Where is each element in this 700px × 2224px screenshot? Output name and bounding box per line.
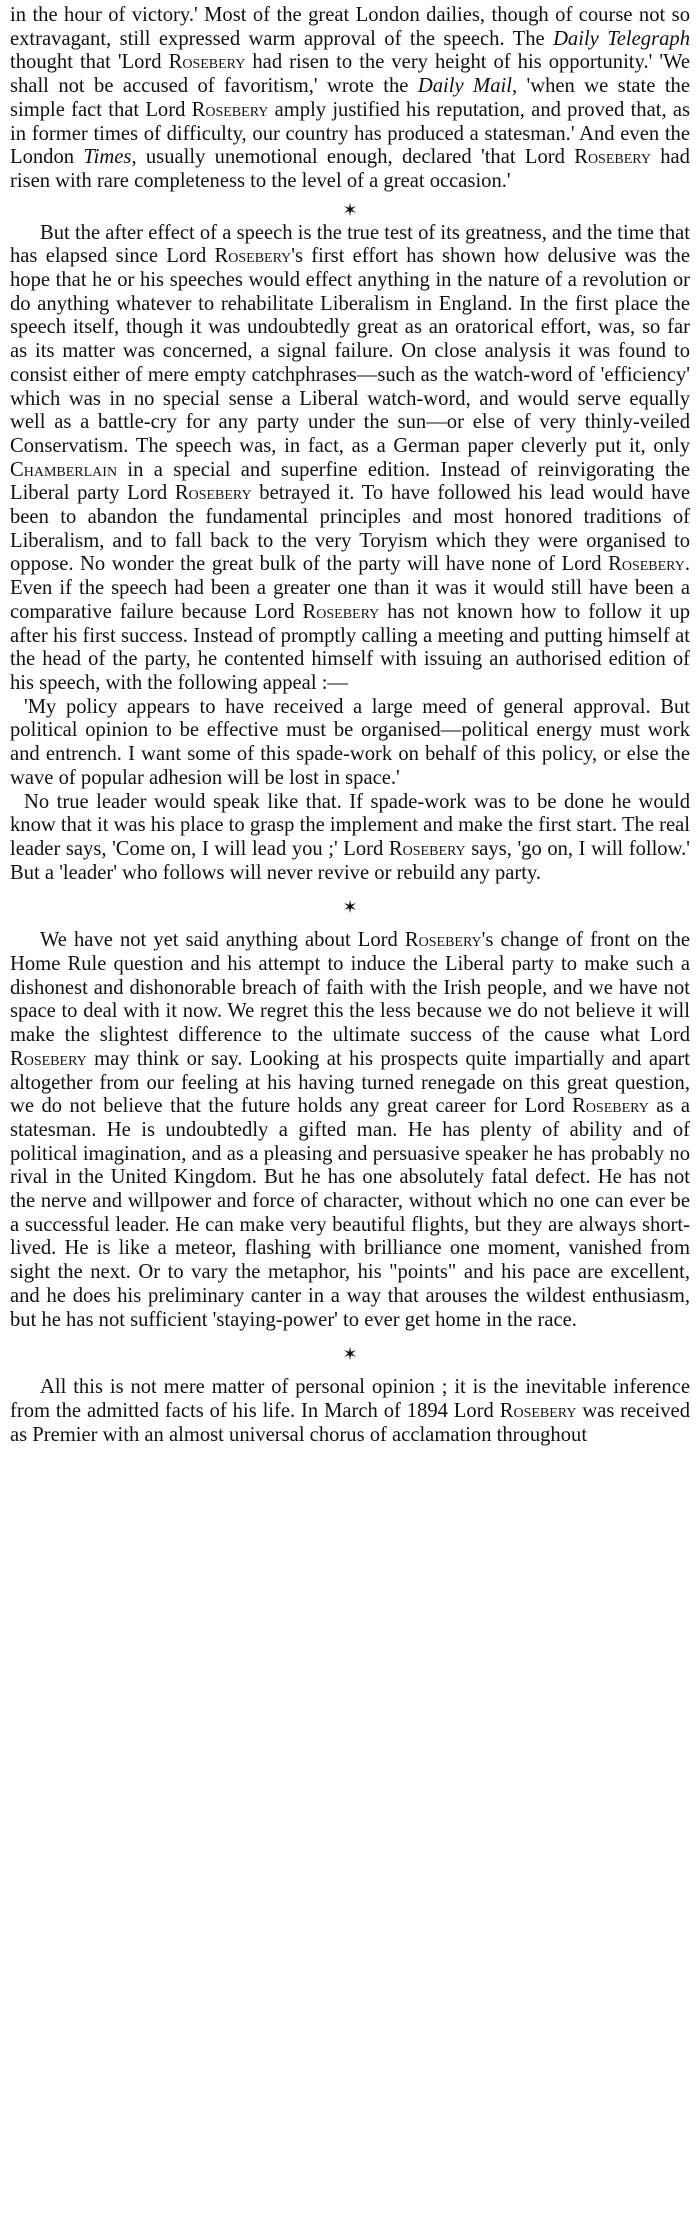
paragraph-true-leader: No true leader would speak like that. If spade-work was to be done he would know that it was his place to grasp the implement and make the first start. The real leader says, 'Come on, I will lead you ;' Lord Rosebery says, 'go on, I will follow.' But a 'leader' who follows will never revive or rebuild any party. bbox=[10, 790, 691, 884]
person-name: Rosebery bbox=[574, 146, 651, 169]
publication-name: Daily Telegraph bbox=[553, 27, 690, 50]
person-name: Rosebery bbox=[214, 245, 292, 268]
person-name: Rosebery bbox=[302, 600, 380, 623]
person-name: Rosebery bbox=[404, 929, 482, 952]
person-name: Rosebery bbox=[608, 553, 685, 576]
quoted-appeal: 'My policy appears to have received a large meed of general approval. But political opinion to be effective must be organised—political energy must work and entrench. I want some of this spade-work on behalf of this policy, or else the wave of popular adhesion will be lost in space.' bbox=[10, 695, 690, 789]
publication-name: Daily Mail bbox=[417, 75, 512, 98]
person-name: Rosebery bbox=[168, 51, 246, 74]
paragraph-press-reaction: in the hour of victory.' Most of the great London dailies, though of course not so extravagant, still expressed warm approval of the speech. The Daily Telegraph thought that 'Lord Rosebery had risen to the very height of his opportunity.' 'We shall not be accused of favoritism,' wrote the Daily Mail, 'when we state the simple fact that Lord Rosebery amply justified his reputation, and proved that, as in former times of difficulty, our country has produced a statesman.' And even the London Times, usually unemotional enough, declared 'that Lord Rosebery had risen with rare completeness to the level of a great occasion.' bbox=[10, 4, 690, 192]
publication-name: Times bbox=[83, 146, 132, 169]
person-name: Rosebery bbox=[388, 837, 466, 860]
person-name: Rosebery bbox=[499, 1399, 577, 1422]
paragraph-after-effect: But the after effect of a speech is the true test of its greatness, and the time that has elapsed since Lord Rosebery's first effort has shown how delusive was the hope that he or his speeches would effect anything in the nature of a revolution or do anything whatever to rehabilitate Liberalism in England. In the first place the speech itself, though it was undoubtedly great as an oratorical effort, was, so far as its matter was concerned, a signal failure. On close analysis it was found to consist either of mere empty catchphrases—such as the watch-word of 'efficiency' which was in no special sense a Liberal watch-word, and would serve equally well as a battle-cry for any party under the sun—or else of very thinly-veiled Conservatism. The speech was, in fact, as a German paper cleverly put it, only Chamberlain in a special and superfine edition. Instead of reinvigorating the Liberal party Lord Rosebery betrayed it. To have followed his lead would have been to abandon the fundamental principles and most honored traditions of Liberalism, and to fall back to the very Toryism which they were organised to oppose. No wonder the great bulk of the party will have none of Lord Rosebery. Even if the speech had been a greater one than it was it would still have been a comparative failure because Lord Rosebery has not known how to follow it up after his first success. Instead of promptly calling a meeting and putting himself at the head of the party, he contented himself with issuing an authorised edition of his speech, with the following appeal :— bbox=[10, 221, 691, 694]
section-separator: ✶ bbox=[342, 897, 358, 918]
person-name: Rosebery bbox=[174, 482, 252, 505]
paragraph-inference: All this is not mere matter of personal opinion ; it is the inevitable inference from the admitted facts of his life. In March of 1894 Lord Rosebery was received as Premier with an almost universal chorus of acclamation throughout bbox=[10, 1376, 690, 1446]
person-name: Chamberlain bbox=[10, 458, 118, 481]
section-separator: ✶ bbox=[342, 199, 358, 220]
paragraph-home-rule: We have not yet said anything about Lord Rosebery's change of front on the Home Rule question and his attempt to induce the Liberal party to make such a dishonest and dishonorable breach of faith with the Irish people, and we have not space to deal with it now. We regret this the less because we do not believe it will make the slightest difference to the ultimate success of the cause what Lord Rosebery may think or say. Looking at his prospects quite impartially and apart altogether from our feeling at his having turned renegade on this great question, we do not believe that the future holds any great career for Lord Rosebery as a statesman. He is undoubtedly a gifted man. He has plenty of ability and of political imagination, and as a pleasing and persuasive speaker he has probably no rival in the United Kingdom. But he has one absolutely fatal defect. He has not the nerve and willpower and force of character, without which no one can ever be a successful leader. He can make very beautiful flights, but they are always short-lived. He is like a meteor, flashing with brilliance one moment, vanished from sight the next. Or to vary the metaphor, his "points" and his pace are excellent, and he does his preliminary canter in a way that arouses the wildest enthusiasm, but he has not sufficient 'staying-power' to ever get home in the race. bbox=[10, 929, 691, 1331]
section-separator: ✶ bbox=[342, 1344, 358, 1365]
person-name: Rosebery bbox=[572, 1095, 649, 1118]
person-name: Rosebery bbox=[10, 1047, 87, 1070]
person-name: Rosebery bbox=[191, 98, 269, 121]
